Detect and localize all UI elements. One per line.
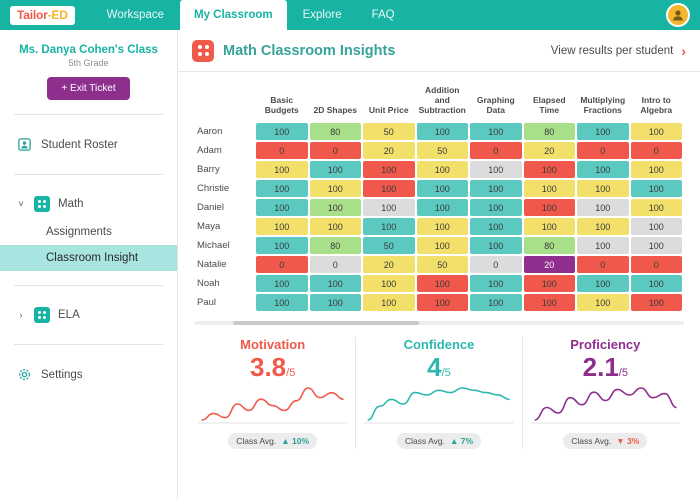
delta-number: 3% [627, 435, 640, 446]
heatmap-cell[interactable]: 100 [631, 161, 683, 178]
heatmap-cell[interactable]: 100 [524, 161, 576, 178]
heatmap-cell[interactable]: 0 [470, 256, 522, 273]
column-header: 2D Shapes [313, 104, 357, 115]
horizontal-scrollbar[interactable] [194, 321, 684, 325]
heatmap-cell[interactable]: 100 [256, 123, 308, 140]
class-name: Ms. Danya Cohen's Class [19, 44, 158, 56]
heatmap-cell[interactable]: 50 [417, 256, 469, 273]
heatmap-cell[interactable]: 100 [417, 161, 469, 178]
heatmap-cell[interactable]: 100 [470, 294, 522, 311]
metric-footer [364, 433, 513, 449]
column-header: Basic Budgets [264, 94, 299, 115]
heatmap-cell[interactable]: 100 [631, 180, 683, 197]
heatmap-cell[interactable]: 100 [417, 218, 469, 235]
row-header-student: Natalie [197, 259, 227, 271]
metric-card-confidence [355, 337, 521, 448]
view-results-label: View results per student [550, 44, 674, 57]
heatmap-cell[interactable]: 50 [417, 142, 469, 159]
class-average-badge [397, 433, 481, 449]
heatmap-cell[interactable]: 100 [256, 161, 308, 178]
heatmap-cell[interactable]: 100 [470, 275, 522, 292]
heatmap-cell[interactable]: 100 [577, 199, 629, 216]
heatmap-cell[interactable]: 100 [470, 237, 522, 254]
column-header: Unit Price [368, 104, 409, 115]
metric-footer [198, 433, 347, 449]
heatmap-cell[interactable]: 100 [470, 180, 522, 197]
metric-card-proficiency [522, 337, 688, 448]
metric-title: Proficiency [570, 337, 641, 353]
sidebar-item-assignments[interactable]: Assignments [46, 226, 112, 238]
heatmap-cell[interactable]: 100 [417, 275, 469, 292]
class-average-badge [563, 433, 647, 449]
heatmap-cell[interactable]: 100 [577, 161, 629, 178]
heatmap-cell[interactable]: 20 [524, 142, 576, 159]
metric-card-motivation [190, 337, 355, 448]
heatmap-corner-cell [196, 84, 254, 121]
exit-ticket-button[interactable]: + Exit Ticket [47, 77, 129, 100]
heatmap-cell[interactable]: 100 [256, 294, 308, 311]
sidebar-item-student-roster[interactable] [0, 129, 177, 160]
sidebar [0, 30, 178, 499]
table-row [196, 275, 682, 292]
main-content [178, 30, 700, 499]
tailor-ed-logo[interactable] [10, 6, 75, 25]
heatmap-cell[interactable]: 100 [417, 123, 469, 140]
metric-score [531, 354, 680, 381]
heatmap-cell[interactable]: 0 [310, 256, 362, 273]
gear-icon [16, 366, 33, 383]
heatmap-cell[interactable]: 80 [524, 237, 576, 254]
heatmap-cell[interactable]: 100 [417, 180, 469, 197]
heatmap-body [196, 123, 682, 311]
heatmap-cell[interactable]: 100 [577, 275, 629, 292]
heatmap-cell[interactable]: 100 [363, 218, 415, 235]
heatmap-cell[interactable]: 0 [470, 142, 522, 159]
heatmap-cell[interactable]: 20 [363, 256, 415, 273]
heatmap-cell[interactable]: 0 [256, 256, 308, 273]
heatmap-cell[interactable]: 100 [631, 123, 683, 140]
top-navigation-bar [0, 0, 700, 30]
heatmap-table-wrapper [178, 82, 700, 313]
user-avatar-icon[interactable] [666, 3, 690, 27]
insights-icon [192, 40, 214, 62]
metric-score-denominator: /5 [441, 367, 451, 380]
column-header: Graphing Data [476, 94, 515, 115]
delta-value: ▼ 3% [616, 435, 640, 446]
heatmap-cell[interactable]: 100 [631, 294, 683, 311]
heatmap-cell[interactable]: 0 [577, 256, 629, 273]
heatmap-cell[interactable]: 100 [256, 199, 308, 216]
row-header-student: Adam [197, 145, 222, 157]
class-grade: 5th Grade [68, 58, 109, 68]
sparkline-confidence [364, 384, 513, 429]
heatmap-cell[interactable]: 100 [256, 275, 308, 292]
table-row [196, 256, 682, 273]
delta-number: 10% [292, 435, 310, 446]
heatmap-cell[interactable]: 100 [524, 275, 576, 292]
heatmap-cell[interactable]: 100 [417, 294, 469, 311]
table-row [196, 237, 682, 254]
sidebar-divider-4 [14, 344, 163, 345]
heatmap-cell[interactable]: 100 [524, 199, 576, 216]
heatmap-cell[interactable]: 100 [417, 237, 469, 254]
nav-links [93, 0, 409, 30]
heatmap-cell[interactable]: 100 [310, 180, 362, 197]
nav-item-my-classroom[interactable]: My Classroom [180, 0, 287, 30]
column-header: Intro to Algebra [640, 94, 673, 115]
table-row [196, 294, 682, 311]
delta-value: ▲ 7% [449, 435, 474, 446]
sidebar-divider-2 [14, 174, 163, 175]
heatmap-cell[interactable]: 100 [363, 180, 415, 197]
heatmap-cell[interactable]: 100 [577, 237, 629, 254]
heatmap-cell[interactable]: 100 [363, 199, 415, 216]
heatmap-cell[interactable]: 80 [524, 123, 576, 140]
metric-score-value: 2.1 [582, 352, 619, 383]
row-header-student: Daniel [197, 202, 224, 214]
heatmap-cell[interactable]: 100 [524, 180, 576, 197]
metric-footer [531, 433, 680, 449]
delta-number: 7% [460, 435, 474, 446]
heatmap-cell[interactable]: 100 [363, 161, 415, 178]
class-average-label: Class Avg. [571, 435, 612, 446]
metric-score [364, 354, 513, 381]
sparkline-motivation [198, 384, 347, 429]
sparkline-proficiency [531, 384, 680, 429]
heatmap-cell[interactable]: 100 [256, 237, 308, 254]
metric-title: Confidence [403, 337, 475, 353]
heatmap-cell[interactable]: 50 [363, 237, 415, 254]
insights-scroll-area [178, 72, 700, 499]
scrollbar-thumb[interactable] [233, 321, 419, 325]
sidebar-item-math-label: Math [58, 198, 84, 210]
heatmap-cell[interactable]: 0 [631, 142, 683, 159]
logo-text-ed: -ED [47, 7, 68, 22]
row-header-student: Maya [197, 221, 221, 233]
column-header: Addition and Subtraction [418, 85, 466, 115]
heatmap-cell[interactable]: 100 [631, 237, 683, 254]
row-header-student: Aaron [197, 126, 223, 138]
metric-title: Motivation [240, 337, 306, 353]
sidebar-item-settings-label: Settings [41, 368, 83, 381]
column-header: Multiplying Fractions [580, 94, 626, 115]
heatmap-cell[interactable]: 100 [470, 161, 522, 178]
math-subject-icon [34, 196, 50, 212]
chevron-right-icon: › [681, 42, 686, 59]
heatmap-cell[interactable]: 100 [631, 199, 683, 216]
row-header-student: Michael [197, 240, 230, 252]
heatmap-table [194, 82, 684, 313]
heatmap-cell[interactable]: 80 [310, 237, 362, 254]
chevron-down-icon: ˅ [18, 199, 24, 209]
row-header-student: Christie [197, 183, 230, 195]
heatmap-cell[interactable]: 100 [577, 180, 629, 197]
app-body [0, 30, 700, 499]
sidebar-item-ela-label: ELA [58, 309, 80, 321]
page-title: Math Classroom Insights [223, 42, 396, 59]
heatmap-cell[interactable]: 0 [631, 256, 683, 273]
heatmap-cell[interactable]: 100 [310, 275, 362, 292]
row-header-student: Noah [197, 278, 220, 290]
heatmap-cell[interactable]: 20 [524, 256, 576, 273]
logo-text-tailor: Tailor [17, 7, 48, 22]
heatmap-cell[interactable]: 0 [577, 142, 629, 159]
sidebar-item-ela[interactable] [0, 300, 177, 330]
metric-score-denominator: /5 [618, 367, 628, 380]
heatmap-cell[interactable]: 50 [363, 123, 415, 140]
heatmap-cell[interactable]: 100 [470, 218, 522, 235]
class-average-label: Class Avg. [404, 435, 445, 446]
sidebar-item-classroom-insight[interactable]: Classroom Insight [0, 245, 177, 271]
heatmap-cell[interactable]: 100 [470, 123, 522, 140]
metric-cards [178, 325, 700, 448]
table-row [196, 161, 682, 178]
heatmap-cell[interactable]: 20 [363, 142, 415, 159]
heatmap-header-row [196, 84, 682, 121]
heatmap-cell[interactable]: 100 [363, 275, 415, 292]
metric-score-denominator: /5 [286, 367, 296, 380]
chevron-right-icon: › [19, 310, 23, 320]
heatmap-cell[interactable]: 0 [310, 142, 362, 159]
heatmap-cell[interactable]: 100 [470, 199, 522, 216]
heatmap-cell[interactable]: 0 [256, 142, 308, 159]
sidebar-divider-3 [14, 285, 163, 286]
view-results-per-student-link[interactable] [551, 43, 686, 59]
table-row [196, 180, 682, 197]
heatmap-cell[interactable]: 100 [577, 123, 629, 140]
main-header [178, 30, 700, 72]
sidebar-item-settings[interactable] [0, 359, 177, 390]
table-row [196, 199, 682, 216]
heatmap-cell[interactable]: 100 [256, 218, 308, 235]
table-row [196, 218, 682, 235]
table-row [196, 123, 682, 140]
delta-value: ▲ 10% [281, 435, 310, 446]
row-header-student: Barry [197, 164, 220, 176]
metric-score-value: 4 [427, 352, 442, 383]
row-header-student: Paul [197, 297, 217, 309]
class-average-label: Class Avg. [236, 435, 277, 446]
roster-icon [16, 136, 33, 153]
heatmap-cell[interactable]: 100 [310, 161, 362, 178]
heatmap-cell[interactable]: 100 [631, 275, 683, 292]
heatmap-cell[interactable]: 100 [524, 218, 576, 235]
heatmap-cell[interactable]: 100 [310, 199, 362, 216]
ela-subject-icon [34, 307, 50, 323]
heatmap-cell[interactable]: 100 [417, 199, 469, 216]
column-header: Elapsed Time [532, 94, 566, 115]
table-row [196, 142, 682, 159]
nav-item-faq[interactable]: FAQ [371, 9, 395, 21]
sidebar-item-student-roster-label: Student Roster [41, 138, 118, 151]
heatmap-cell[interactable]: 100 [631, 218, 683, 235]
heatmap-cell[interactable]: 100 [524, 294, 576, 311]
class-average-badge [228, 433, 317, 449]
sidebar-item-math[interactable] [0, 189, 177, 219]
nav-item-workspace[interactable]: Workspace [106, 9, 164, 21]
heatmap-cell[interactable]: 100 [577, 218, 629, 235]
heatmap-cell[interactable]: 100 [310, 218, 362, 235]
metric-score [198, 354, 347, 381]
metric-score-value: 3.8 [249, 352, 287, 383]
heatmap-cell[interactable]: 100 [363, 294, 415, 311]
heatmap-header [196, 84, 682, 121]
heatmap-cell[interactable]: 100 [256, 180, 308, 197]
sidebar-divider-1 [14, 114, 163, 115]
heatmap-cell[interactable]: 100 [577, 294, 629, 311]
nav-item-explore[interactable]: Explore [302, 9, 342, 21]
heatmap-cell[interactable]: 80 [310, 123, 362, 140]
heatmap-cell[interactable]: 100 [310, 294, 362, 311]
